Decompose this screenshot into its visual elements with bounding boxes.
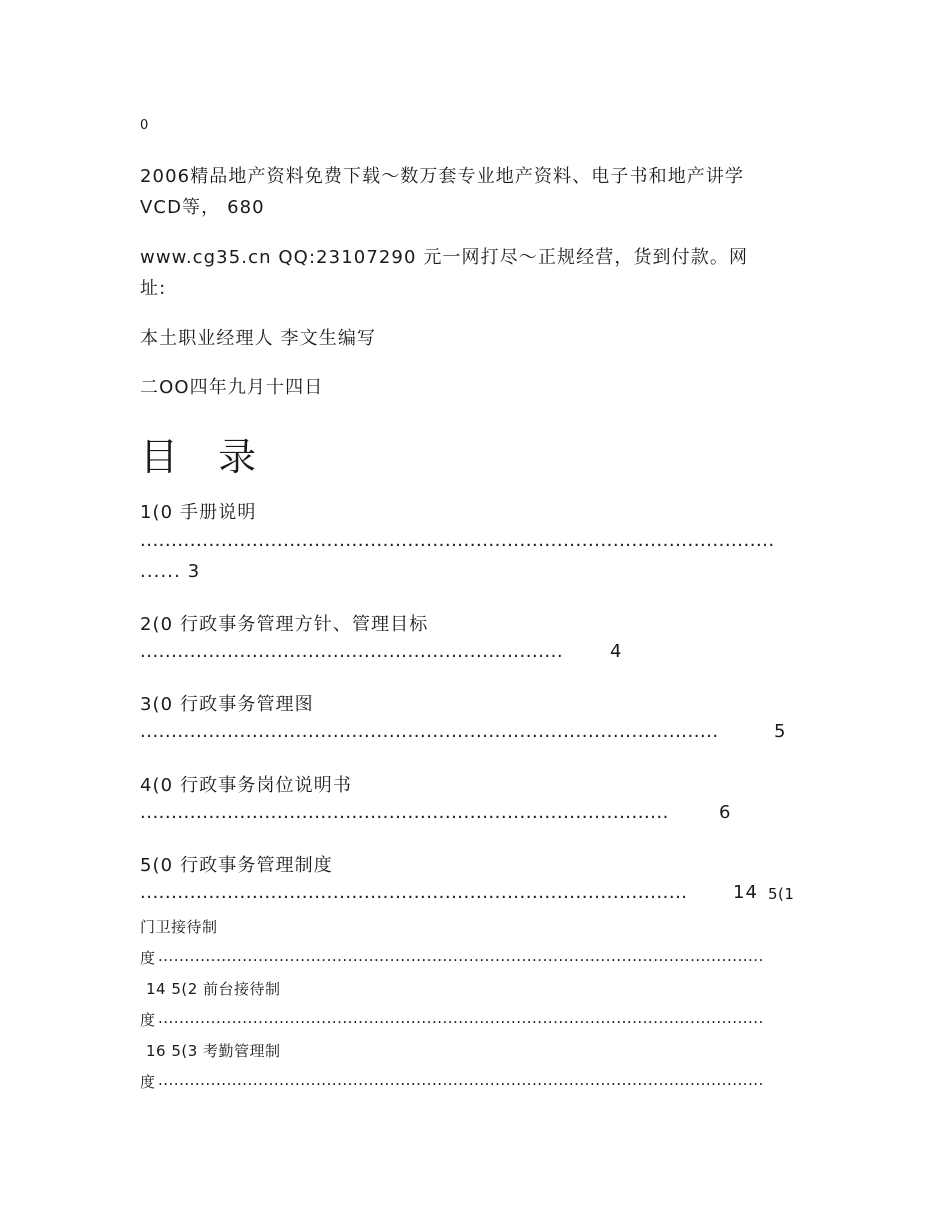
toc-leader-dots: ...................................................................................................................	[158, 1009, 764, 1027]
author-line: 本土职业经理人 李文生编写	[140, 328, 377, 349]
toc-subentry-number: 5(1	[768, 885, 795, 903]
toc-subentry-lead: 度	[140, 1073, 156, 1091]
toc-entry-label: 1(0 手册说明	[140, 502, 257, 523]
toc-subentry-continuation: 14 5(2 前台接待制	[146, 980, 281, 998]
toc-entry-label: 4(0 行政事务岗位说明书	[140, 775, 352, 796]
toc-entry-page: 4	[610, 641, 623, 662]
ad-line-4: 址:	[140, 278, 167, 299]
ad-line-1: 2006精品地产资料免费下载～数万套专业地产资料、电子书和地产讲学	[140, 166, 745, 187]
toc-entry-label: 5(0 行政事务管理制度	[140, 855, 333, 876]
toc-leader-dots: ......................................................................................................	[140, 530, 775, 551]
toc-entry-page: 5	[774, 721, 787, 742]
toc-entry-page: 14	[733, 882, 759, 903]
toc-entry-page: 6	[719, 802, 732, 823]
toc-leader-dots: ...................................................................................................................	[158, 947, 764, 965]
toc-entry-label: 2(0 行政事务管理方针、管理目标	[140, 614, 429, 635]
toc-subentry-continuation: 16 5(3 考勤管理制	[146, 1042, 281, 1060]
toc-subentry-label: 门卫接待制	[140, 918, 218, 936]
toc-leader-dots: ........................................................................................	[140, 882, 688, 903]
toc-title: 目 录	[140, 435, 271, 479]
page-marker: 0	[140, 118, 149, 133]
toc-leader-dots: ...................................................................................................................	[158, 1071, 764, 1089]
toc-subentry-lead: 度	[140, 949, 156, 967]
toc-leader-dots: .....................................................................................	[140, 802, 669, 823]
ad-line-2: VCD等， 680	[140, 197, 265, 218]
date-line: 二OO四年九月十四日	[140, 377, 324, 398]
toc-entry-label: 3(0 行政事务管理图	[140, 694, 314, 715]
toc-entry-page: ...... 3	[140, 561, 201, 582]
toc-leader-dots: ....................................................................	[140, 641, 564, 662]
toc-leader-dots: .............................................................................................	[140, 721, 719, 742]
ad-line-3: www.cg35.cn QQ:23107290 元一网打尽～正规经营，货到付款。网	[140, 247, 749, 268]
toc-subentry-lead: 度	[140, 1011, 156, 1029]
